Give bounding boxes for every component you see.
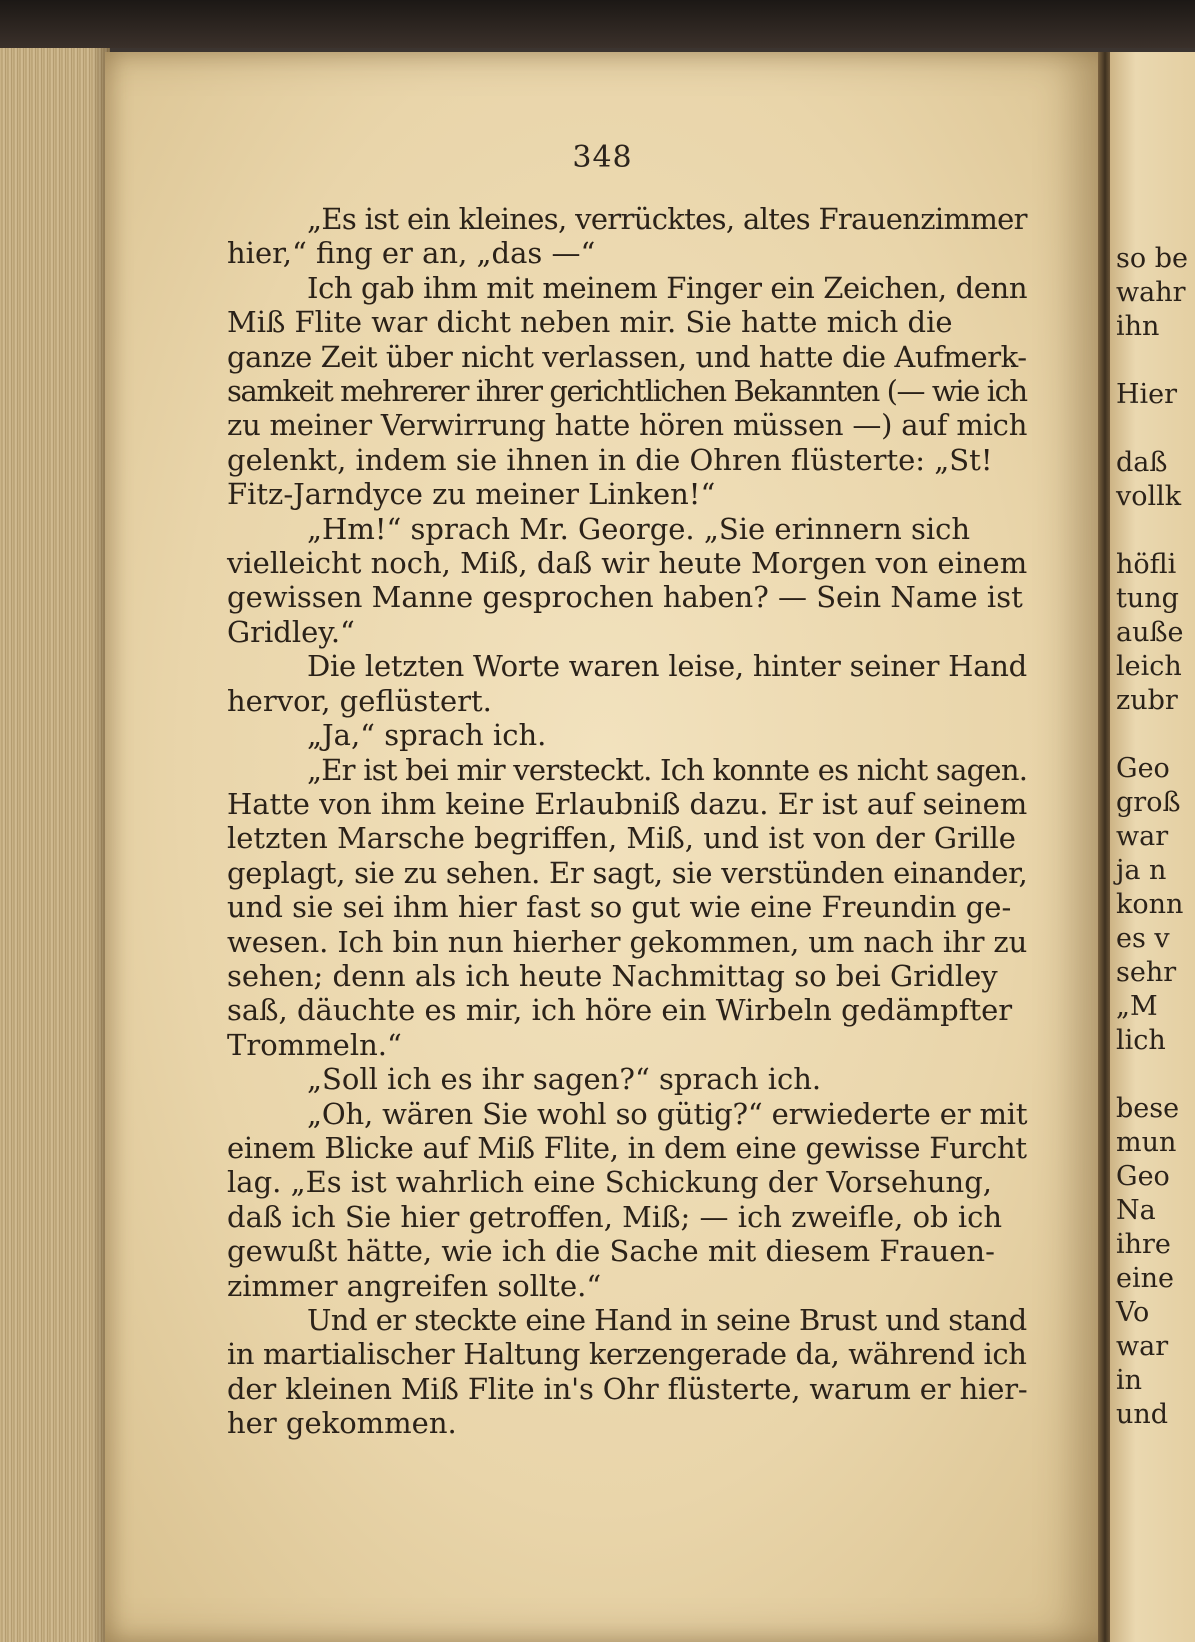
text-line: „Oh, wären Sie wohl so gütig?“ erwiederte er mit — [307, 1096, 1028, 1131]
text-line: und sie sei ihm hier fast so gut wie eine Freundin ge- — [227, 890, 1012, 925]
text-line: „Ja,“ sprach ich. — [307, 718, 547, 753]
right-page-fragment: wahr — [1116, 277, 1186, 308]
text-line: sehen; denn als ich heute Nachmittag so bei Gridley — [227, 958, 998, 993]
text-line: her gekommen. — [227, 1406, 457, 1441]
text-line: wesen. Ich bin nun hierher gekommen, um nach ihr zu — [227, 924, 1028, 959]
text-line: der kleinen Miß Flite in's Ohr flüsterte, warum er hier- — [227, 1371, 1028, 1406]
right-page-fragment: „M — [1116, 991, 1158, 1022]
text-line: Hatte von ihm keine Erlaubniß dazu. Er ist auf seinem — [227, 786, 1028, 821]
paragraph — [227, 271, 1027, 512]
book-top-edge — [0, 0, 1195, 48]
text-line: gewissen Manne gesprochen haben? — Sein Name ist — [227, 580, 1023, 615]
right-page-fragment: Na — [1116, 1195, 1156, 1226]
right-page-fragment: zubr — [1116, 685, 1178, 716]
right-page-fragment: groß — [1116, 787, 1181, 818]
text-line: zimmer angreifen sollte.“ — [227, 1268, 602, 1303]
text-line: hier,“ fing er an, „das —“ — [227, 236, 596, 271]
text-line: Trommeln.“ — [227, 1027, 402, 1062]
text-line: Fitz-Jarndyce zu meiner Linken!“ — [227, 477, 716, 512]
paragraph — [227, 512, 1027, 650]
right-page-fragment: auße — [1116, 617, 1184, 648]
text-line: Miß Flite war dicht neben mir. Sie hatte mich die — [227, 305, 953, 340]
paragraph — [227, 1097, 1027, 1303]
paragraph — [227, 753, 1027, 1063]
right-page-fragment: tung — [1116, 583, 1179, 614]
text-line: letzten Marsche begriffen, Miß, und ist von der Grille — [227, 821, 1016, 856]
right-page-fragment: daß — [1116, 447, 1168, 478]
paragraph — [227, 1062, 1027, 1096]
right-page-fragment: ihre — [1116, 1229, 1171, 1260]
right-page-fragment: höfli — [1116, 549, 1177, 580]
right-page-fragment: Vo — [1116, 1297, 1150, 1328]
right-page-fragment: lich — [1116, 1025, 1166, 1056]
text-line: hervor, geflüstert. — [227, 683, 492, 718]
right-page-fragment: so be — [1116, 243, 1188, 274]
right-page-fragment — [1116, 412, 1195, 446]
right-page-fragment: leich — [1116, 651, 1182, 682]
paragraph — [227, 202, 1027, 271]
text-line: gelenkt, indem sie ihnen in die Ohren flüsterte: „St! — [227, 442, 993, 477]
right-page-fragment: Hier — [1116, 379, 1178, 410]
paragraph — [227, 1303, 1027, 1441]
text-line: samkeit mehrerer ihrer gerichtlichen Bekannten (— wie ich — [227, 374, 1027, 409]
right-page-fragment — [1116, 1058, 1195, 1092]
text-line: lag. „Es ist wahrlich eine Schickung der Vorsehung, — [227, 1165, 993, 1200]
text-line: gewußt hätte, wie ich die Sache mit diesem Frauen- — [227, 1234, 995, 1269]
text-line: einem Blicke auf Miß Flite, in dem eine gewisse Furcht — [227, 1130, 1027, 1165]
page-number: 348 — [572, 140, 633, 175]
right-page — [1110, 52, 1195, 1642]
right-page-fragment: Geo — [1116, 753, 1170, 784]
paragraph — [227, 649, 1027, 718]
right-page-fragment: es v — [1116, 923, 1170, 954]
text-line: Die letzten Worte waren leise, hinter seiner Hand — [307, 649, 1027, 684]
text-line: in martialischer Haltung kerzengerade da, während ich — [227, 1337, 1027, 1372]
text-line: zu meiner Verwirrung hatte hören müssen —) auf mich — [227, 408, 1028, 443]
page-stack-edge — [0, 48, 110, 1642]
right-page-fragment: und — [1116, 1399, 1169, 1430]
text-line: „Hm!“ sprach Mr. George. „Sie erinnern sich — [307, 511, 971, 546]
text-line: Und er steckte eine Hand in seine Brust und stand — [307, 1303, 1027, 1337]
text-line: Gridley.“ — [227, 614, 355, 649]
text-line: „Soll ich es ihr sagen?“ sprach ich. — [307, 1062, 822, 1097]
right-page-text — [1116, 242, 1195, 1432]
text-line: geplagt, sie zu sehen. Er sagt, sie verstünden einander, — [227, 855, 1028, 890]
text-line: Ich gab ihm mit meinem Finger ein Zeichen, denn — [307, 270, 1028, 305]
text-line: „Er ist bei mir versteckt. Ich konnte es nicht sagen. — [307, 752, 1028, 787]
text-line: saß, däuchte es mir, ich höre ein Wirbeln gedämpfter — [227, 993, 1013, 1028]
text-line: „Es ist ein kleines, verrücktes, altes Frauenzimmer — [307, 202, 1027, 236]
right-page-fragment: konn — [1116, 889, 1184, 920]
right-page-fragment: bese — [1116, 1093, 1180, 1124]
right-page-fragment: ihn — [1116, 311, 1160, 342]
right-page-fragment: ja n — [1116, 855, 1167, 886]
text-line: daß ich Sie hier getroffen, Miß; — ich zweifle, ob ich — [227, 1199, 1003, 1234]
right-page-fragment: in — [1116, 1365, 1143, 1396]
right-page-fragment — [1116, 344, 1195, 378]
right-page-fragment — [1116, 514, 1195, 548]
body-text — [227, 202, 1027, 1441]
right-page-fragment: mun — [1116, 1127, 1177, 1158]
right-page-fragment: sehr — [1116, 957, 1177, 988]
text-line: vielleicht noch, Miß, daß wir heute Morgen von einem — [227, 546, 1028, 581]
right-page-fragment — [1116, 718, 1195, 752]
right-page-fragment: vollk — [1116, 481, 1182, 512]
right-page-fragment: eine — [1116, 1263, 1174, 1294]
text-line: ganze Zeit über nicht verlassen, und hatte die Aufmerk- — [227, 339, 1027, 374]
paragraph — [227, 718, 1027, 752]
right-page-fragment: Geo — [1116, 1161, 1170, 1192]
right-page-fragment: war — [1116, 1331, 1169, 1362]
left-page — [105, 52, 1100, 1642]
right-page-fragment: war — [1116, 821, 1169, 852]
